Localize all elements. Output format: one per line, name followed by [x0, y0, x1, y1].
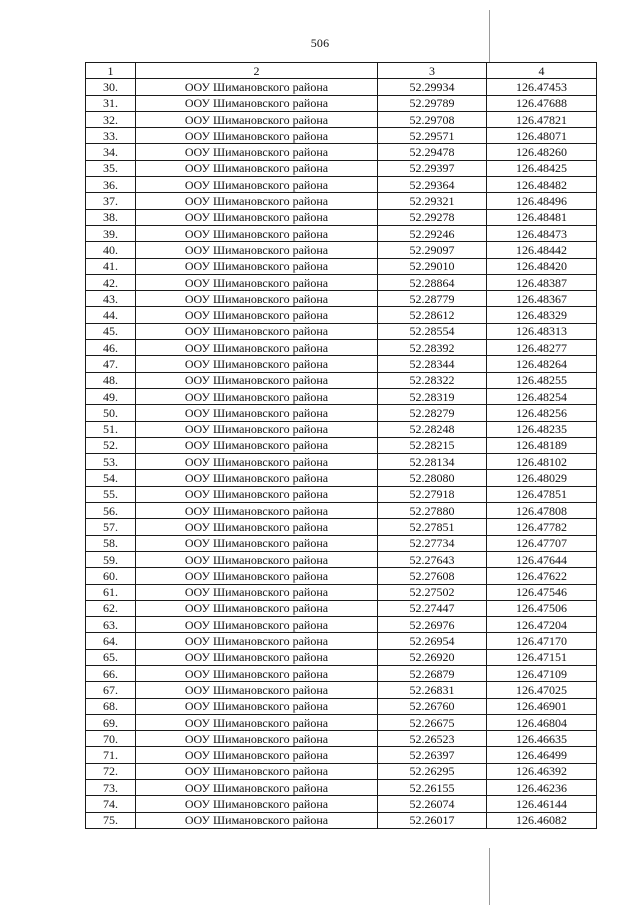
- row-longitude-cell: 126.47622: [487, 568, 597, 584]
- table-row: [86, 209, 597, 225]
- row-name-cell: ООУ Шимановского района: [136, 812, 378, 828]
- row-name-cell: ООУ Шимановского района: [136, 307, 378, 323]
- row-number-cell: 68.: [86, 698, 136, 714]
- row-longitude-cell: 126.46635: [487, 731, 597, 747]
- row-name-cell: ООУ Шимановского района: [136, 486, 378, 502]
- row-longitude-cell: 126.48254: [487, 388, 597, 404]
- row-number-cell: 33.: [86, 128, 136, 144]
- row-longitude-cell: 126.46804: [487, 714, 597, 730]
- row-latitude-cell: 52.29364: [378, 177, 487, 193]
- row-latitude-cell: 52.26675: [378, 714, 487, 730]
- row-number-cell: 52.: [86, 437, 136, 453]
- row-number-cell: 30.: [86, 79, 136, 95]
- table-row: [86, 747, 597, 763]
- table-row: [86, 258, 597, 274]
- row-number-cell: 75.: [86, 812, 136, 828]
- row-number-cell: 48.: [86, 372, 136, 388]
- table-row: [86, 421, 597, 437]
- row-latitude-cell: 52.27502: [378, 584, 487, 600]
- row-longitude-cell: 126.47546: [487, 584, 597, 600]
- row-name-cell: ООУ Шимановского района: [136, 405, 378, 421]
- row-latitude-cell: 52.28322: [378, 372, 487, 388]
- row-latitude-cell: 52.28319: [378, 388, 487, 404]
- table-header-row: [86, 63, 597, 79]
- table-row: [86, 291, 597, 307]
- row-name-cell: ООУ Шимановского района: [136, 79, 378, 95]
- row-name-cell: ООУ Шимановского района: [136, 665, 378, 681]
- row-number-cell: 47.: [86, 356, 136, 372]
- row-latitude-cell: 52.29708: [378, 111, 487, 127]
- row-name-cell: ООУ Шимановского района: [136, 225, 378, 241]
- row-number-cell: 55.: [86, 486, 136, 502]
- row-number-cell: 42.: [86, 274, 136, 290]
- column-header-1: 1: [86, 63, 136, 79]
- row-latitude-cell: 52.27447: [378, 600, 487, 616]
- row-longitude-cell: 126.48329: [487, 307, 597, 323]
- row-latitude-cell: 52.27880: [378, 503, 487, 519]
- row-number-cell: 35.: [86, 160, 136, 176]
- row-number-cell: 31.: [86, 95, 136, 111]
- row-number-cell: 69.: [86, 714, 136, 730]
- row-longitude-cell: 126.48313: [487, 323, 597, 339]
- row-number-cell: 49.: [86, 388, 136, 404]
- row-longitude-cell: 126.46082: [487, 812, 597, 828]
- row-name-cell: ООУ Шимановского района: [136, 747, 378, 763]
- row-name-cell: ООУ Шимановского района: [136, 323, 378, 339]
- row-latitude-cell: 52.28080: [378, 470, 487, 486]
- table-row: [86, 731, 597, 747]
- row-latitude-cell: 52.28279: [378, 405, 487, 421]
- row-longitude-cell: 126.48496: [487, 193, 597, 209]
- row-number-cell: 58.: [86, 535, 136, 551]
- row-number-cell: 56.: [86, 503, 136, 519]
- table-row: [86, 714, 597, 730]
- table-body: [86, 79, 597, 829]
- row-name-cell: ООУ Шимановского района: [136, 519, 378, 535]
- row-latitude-cell: 52.29789: [378, 95, 487, 111]
- row-name-cell: ООУ Шимановского района: [136, 763, 378, 779]
- row-name-cell: ООУ Шимановского района: [136, 421, 378, 437]
- row-latitude-cell: 52.29934: [378, 79, 487, 95]
- row-longitude-cell: 126.46144: [487, 796, 597, 812]
- row-latitude-cell: 52.29571: [378, 128, 487, 144]
- table-row: [86, 682, 597, 698]
- column-header-2: 2: [136, 63, 378, 79]
- row-latitude-cell: 52.26920: [378, 649, 487, 665]
- column-header-4: 4: [487, 63, 597, 79]
- row-longitude-cell: 126.46392: [487, 763, 597, 779]
- row-latitude-cell: 52.26397: [378, 747, 487, 763]
- row-name-cell: ООУ Шимановского района: [136, 242, 378, 258]
- row-latitude-cell: 52.26295: [378, 763, 487, 779]
- row-latitude-cell: 52.29097: [378, 242, 487, 258]
- row-latitude-cell: 52.26831: [378, 682, 487, 698]
- table-row: [86, 665, 597, 681]
- row-latitude-cell: 52.26017: [378, 812, 487, 828]
- row-name-cell: ООУ Шимановского района: [136, 291, 378, 307]
- row-longitude-cell: 126.47644: [487, 551, 597, 567]
- row-latitude-cell: 52.28554: [378, 323, 487, 339]
- row-name-cell: ООУ Шимановского района: [136, 714, 378, 730]
- column-header-3: 3: [378, 63, 487, 79]
- row-longitude-cell: 126.48235: [487, 421, 597, 437]
- row-longitude-cell: 126.47204: [487, 617, 597, 633]
- row-number-cell: 64.: [86, 633, 136, 649]
- table-row: [86, 649, 597, 665]
- row-longitude-cell: 126.48264: [487, 356, 597, 372]
- table-row: [86, 323, 597, 339]
- row-number-cell: 37.: [86, 193, 136, 209]
- row-longitude-cell: 126.48387: [487, 274, 597, 290]
- table-row: [86, 111, 597, 127]
- fold-line-bottom: [489, 848, 490, 905]
- row-latitude-cell: 52.29397: [378, 160, 487, 176]
- row-number-cell: 46.: [86, 340, 136, 356]
- table-row: [86, 503, 597, 519]
- table-row: [86, 568, 597, 584]
- table-row: [86, 470, 597, 486]
- row-name-cell: ООУ Шимановского района: [136, 340, 378, 356]
- row-name-cell: ООУ Шимановского района: [136, 177, 378, 193]
- row-latitude-cell: 52.28779: [378, 291, 487, 307]
- table-row: [86, 340, 597, 356]
- table-row: [86, 193, 597, 209]
- row-longitude-cell: 126.47506: [487, 600, 597, 616]
- page-number: 506: [310, 36, 330, 50]
- row-latitude-cell: 52.29010: [378, 258, 487, 274]
- row-name-cell: ООУ Шимановского района: [136, 470, 378, 486]
- row-number-cell: 40.: [86, 242, 136, 258]
- table-row: [86, 812, 597, 828]
- row-longitude-cell: 126.47170: [487, 633, 597, 649]
- table-row: [86, 551, 597, 567]
- row-number-cell: 54.: [86, 470, 136, 486]
- row-longitude-cell: 126.47851: [487, 486, 597, 502]
- row-longitude-cell: 126.48029: [487, 470, 597, 486]
- row-latitude-cell: 52.27643: [378, 551, 487, 567]
- row-number-cell: 62.: [86, 600, 136, 616]
- row-number-cell: 60.: [86, 568, 136, 584]
- row-name-cell: ООУ Шимановского района: [136, 796, 378, 812]
- table-row: [86, 225, 597, 241]
- row-latitude-cell: 52.26879: [378, 665, 487, 681]
- row-number-cell: 32.: [86, 111, 136, 127]
- row-longitude-cell: 126.47821: [487, 111, 597, 127]
- row-latitude-cell: 52.29478: [378, 144, 487, 160]
- row-number-cell: 72.: [86, 763, 136, 779]
- row-latitude-cell: 52.27608: [378, 568, 487, 584]
- row-longitude-cell: 126.48442: [487, 242, 597, 258]
- row-number-cell: 70.: [86, 731, 136, 747]
- table-row: [86, 698, 597, 714]
- row-name-cell: ООУ Шимановского района: [136, 568, 378, 584]
- row-name-cell: ООУ Шимановского района: [136, 551, 378, 567]
- row-number-cell: 59.: [86, 551, 136, 567]
- table-row: [86, 144, 597, 160]
- row-name-cell: ООУ Шимановского района: [136, 111, 378, 127]
- row-number-cell: 45.: [86, 323, 136, 339]
- row-name-cell: ООУ Шимановского района: [136, 209, 378, 225]
- row-latitude-cell: 52.26074: [378, 796, 487, 812]
- row-name-cell: ООУ Шимановского района: [136, 617, 378, 633]
- table-row: [86, 486, 597, 502]
- row-number-cell: 50.: [86, 405, 136, 421]
- coordinates-table: [85, 62, 597, 829]
- row-number-cell: 44.: [86, 307, 136, 323]
- row-longitude-cell: 126.48189: [487, 437, 597, 453]
- table-row: [86, 600, 597, 616]
- row-latitude-cell: 52.28248: [378, 421, 487, 437]
- row-number-cell: 34.: [86, 144, 136, 160]
- row-name-cell: ООУ Шимановского района: [136, 454, 378, 470]
- row-latitude-cell: 52.27851: [378, 519, 487, 535]
- row-longitude-cell: 126.48473: [487, 225, 597, 241]
- row-longitude-cell: 126.48420: [487, 258, 597, 274]
- table-row: [86, 405, 597, 421]
- row-number-cell: 63.: [86, 617, 136, 633]
- row-name-cell: ООУ Шимановского района: [136, 535, 378, 551]
- table-row: [86, 128, 597, 144]
- row-name-cell: ООУ Шимановского района: [136, 584, 378, 600]
- row-longitude-cell: 126.48255: [487, 372, 597, 388]
- row-number-cell: 43.: [86, 291, 136, 307]
- row-longitude-cell: 126.48481: [487, 209, 597, 225]
- row-number-cell: 38.: [86, 209, 136, 225]
- row-name-cell: ООУ Шимановского района: [136, 503, 378, 519]
- table-row: [86, 617, 597, 633]
- row-number-cell: 67.: [86, 682, 136, 698]
- table-row: [86, 454, 597, 470]
- row-name-cell: ООУ Шимановского района: [136, 95, 378, 111]
- table-row: [86, 372, 597, 388]
- table-row: [86, 274, 597, 290]
- row-latitude-cell: 52.29278: [378, 209, 487, 225]
- row-number-cell: 73.: [86, 780, 136, 796]
- row-latitude-cell: 52.28612: [378, 307, 487, 323]
- row-number-cell: 61.: [86, 584, 136, 600]
- row-number-cell: 74.: [86, 796, 136, 812]
- row-longitude-cell: 126.47151: [487, 649, 597, 665]
- table-row: [86, 437, 597, 453]
- row-number-cell: 36.: [86, 177, 136, 193]
- row-longitude-cell: 126.47109: [487, 665, 597, 681]
- row-latitude-cell: 52.26976: [378, 617, 487, 633]
- row-number-cell: 41.: [86, 258, 136, 274]
- row-longitude-cell: 126.46901: [487, 698, 597, 714]
- row-longitude-cell: 126.48367: [487, 291, 597, 307]
- row-name-cell: ООУ Шимановского района: [136, 649, 378, 665]
- row-longitude-cell: 126.48260: [487, 144, 597, 160]
- table-row: [86, 763, 597, 779]
- row-longitude-cell: 126.48256: [487, 405, 597, 421]
- row-name-cell: ООУ Шимановского района: [136, 144, 378, 160]
- row-latitude-cell: 52.28864: [378, 274, 487, 290]
- row-number-cell: 53.: [86, 454, 136, 470]
- table-row: [86, 584, 597, 600]
- row-name-cell: ООУ Шимановского района: [136, 682, 378, 698]
- row-latitude-cell: 52.28344: [378, 356, 487, 372]
- row-name-cell: ООУ Шимановского района: [136, 731, 378, 747]
- row-longitude-cell: 126.48071: [487, 128, 597, 144]
- fold-line-top: [489, 10, 490, 62]
- row-latitude-cell: 52.29321: [378, 193, 487, 209]
- row-longitude-cell: 126.47025: [487, 682, 597, 698]
- row-latitude-cell: 52.28215: [378, 437, 487, 453]
- row-name-cell: ООУ Шимановского района: [136, 356, 378, 372]
- row-name-cell: ООУ Шимановского района: [136, 780, 378, 796]
- table-row: [86, 796, 597, 812]
- row-latitude-cell: 52.28392: [378, 340, 487, 356]
- row-name-cell: ООУ Шимановского района: [136, 437, 378, 453]
- row-name-cell: ООУ Шимановского района: [136, 372, 378, 388]
- row-longitude-cell: 126.47808: [487, 503, 597, 519]
- row-longitude-cell: 126.47707: [487, 535, 597, 551]
- table-row: [86, 535, 597, 551]
- row-latitude-cell: 52.26523: [378, 731, 487, 747]
- row-number-cell: 65.: [86, 649, 136, 665]
- row-longitude-cell: 126.48102: [487, 454, 597, 470]
- table-row: [86, 356, 597, 372]
- row-name-cell: ООУ Шимановского района: [136, 258, 378, 274]
- row-latitude-cell: 52.26954: [378, 633, 487, 649]
- table-row: [86, 177, 597, 193]
- table-row: [86, 79, 597, 95]
- row-number-cell: 51.: [86, 421, 136, 437]
- row-longitude-cell: 126.47453: [487, 79, 597, 95]
- row-longitude-cell: 126.46236: [487, 780, 597, 796]
- table-row: [86, 388, 597, 404]
- row-name-cell: ООУ Шимановского района: [136, 274, 378, 290]
- row-longitude-cell: 126.48425: [487, 160, 597, 176]
- row-longitude-cell: 126.46499: [487, 747, 597, 763]
- row-latitude-cell: 52.26155: [378, 780, 487, 796]
- row-latitude-cell: 52.29246: [378, 225, 487, 241]
- row-longitude-cell: 126.48277: [487, 340, 597, 356]
- table-row: [86, 519, 597, 535]
- row-longitude-cell: 126.48482: [487, 177, 597, 193]
- row-number-cell: 66.: [86, 665, 136, 681]
- row-longitude-cell: 126.47688: [487, 95, 597, 111]
- table-row: [86, 633, 597, 649]
- row-number-cell: 57.: [86, 519, 136, 535]
- row-name-cell: ООУ Шимановского района: [136, 193, 378, 209]
- row-name-cell: ООУ Шимановского района: [136, 633, 378, 649]
- row-name-cell: ООУ Шимановского района: [136, 128, 378, 144]
- row-number-cell: 39.: [86, 225, 136, 241]
- row-name-cell: ООУ Шимановского района: [136, 600, 378, 616]
- row-latitude-cell: 52.27734: [378, 535, 487, 551]
- row-number-cell: 71.: [86, 747, 136, 763]
- table-row: [86, 95, 597, 111]
- row-name-cell: ООУ Шимановского района: [136, 698, 378, 714]
- table-row: [86, 780, 597, 796]
- table-row: [86, 160, 597, 176]
- row-name-cell: ООУ Шимановского района: [136, 160, 378, 176]
- row-latitude-cell: 52.26760: [378, 698, 487, 714]
- row-latitude-cell: 52.27918: [378, 486, 487, 502]
- row-longitude-cell: 126.47782: [487, 519, 597, 535]
- table-row: [86, 242, 597, 258]
- table-row: [86, 307, 597, 323]
- row-name-cell: ООУ Шимановского района: [136, 388, 378, 404]
- row-latitude-cell: 52.28134: [378, 454, 487, 470]
